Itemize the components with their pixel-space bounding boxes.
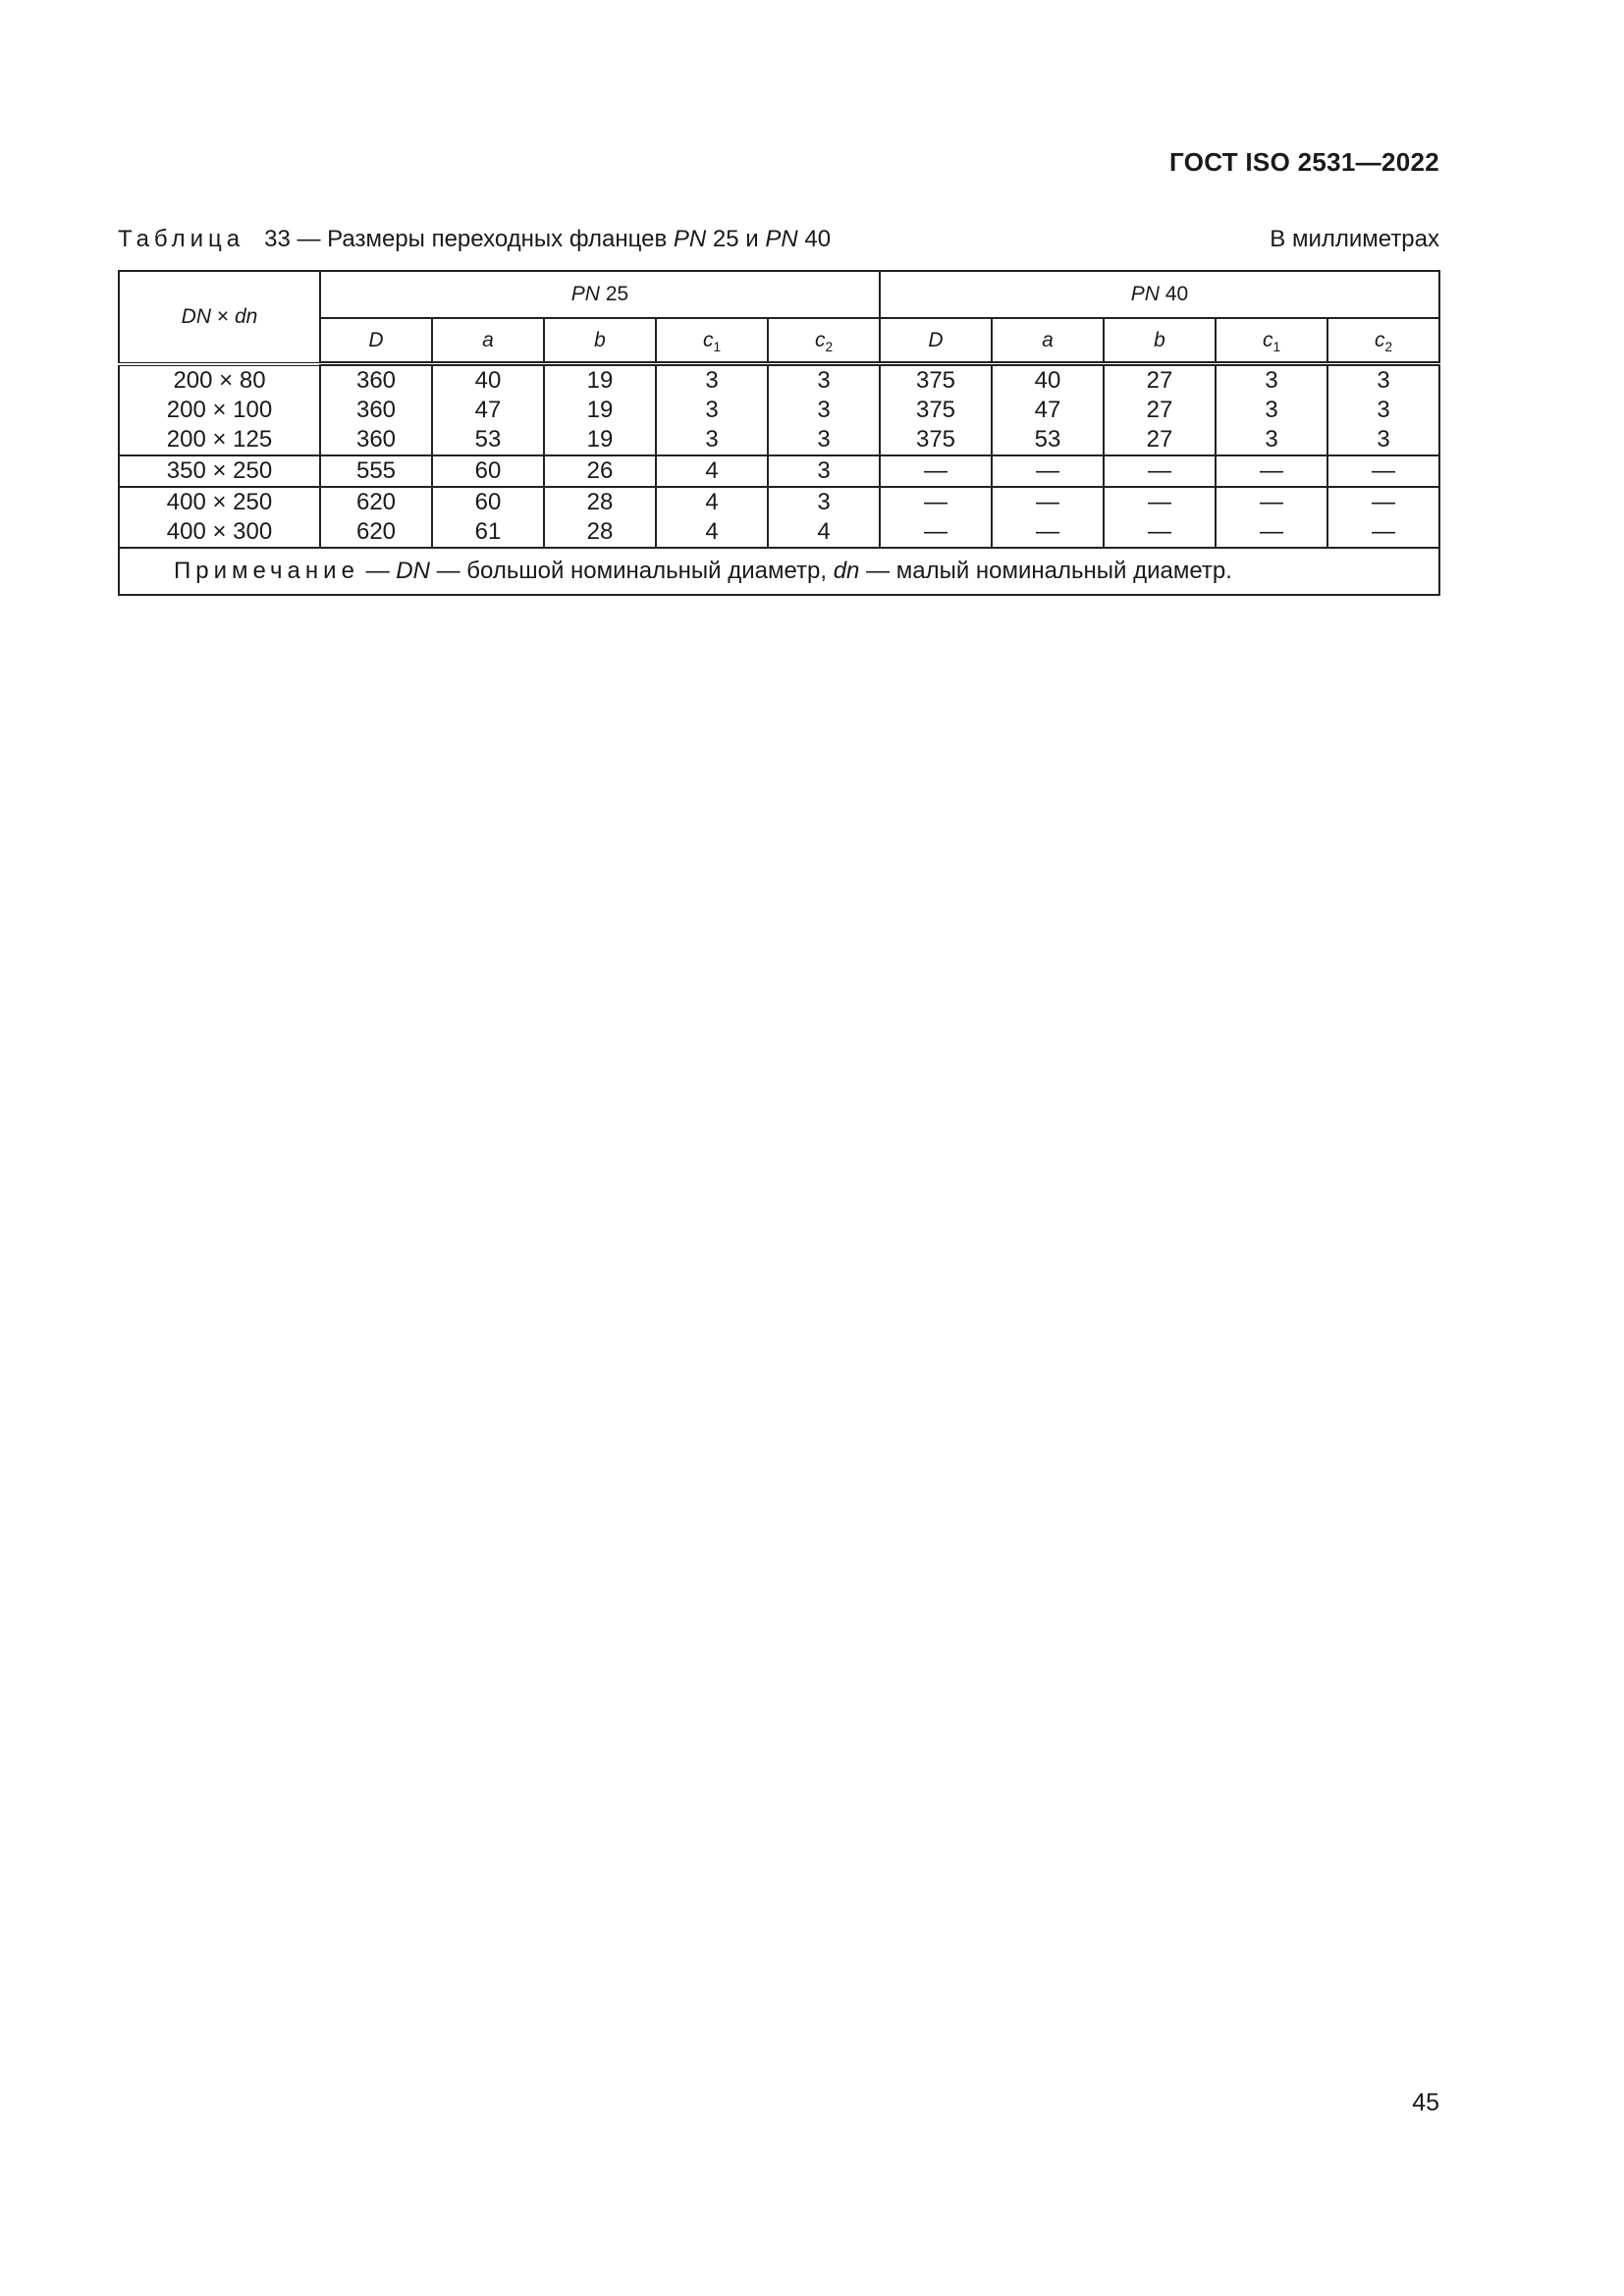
header-D: D (880, 318, 992, 364)
header-a: a (992, 318, 1104, 364)
caption-number: 33 (264, 226, 291, 252)
caption-text: — Размеры переходных фланцев (297, 226, 674, 252)
header-D: D (320, 318, 432, 364)
caption-and: и (745, 226, 759, 252)
size-cell: 200 × 80 200 × 100 200 × 125 (119, 364, 320, 456)
caption-pn25: 25 (712, 226, 739, 252)
header-pn25: PN 25 (320, 271, 880, 318)
header-c1: $c_1$ (656, 318, 768, 364)
table-row: 400 × 250 400 × 300 620 620 60 61 28 28 4 4 3 4 — — — — — — — — — — (119, 487, 1439, 548)
standard-header: ГОСТ ISO 2531—2022 (1169, 147, 1439, 177)
caption-pn-label: PN (673, 226, 707, 252)
table-row: 200 × 80 200 × 100 200 × 125 360 360 360 40 47 53 19 19 19 3 3 3 3 3 3 375 375 375 40 47 53 27 27 27 3 3 3 3 3 3 (119, 364, 1439, 456)
note-word: Примечание (174, 558, 359, 584)
header-pn40: PN 40 (880, 271, 1439, 318)
header-dn-dn: DN × dn (119, 271, 320, 364)
header-c2: $c_2$ (1327, 318, 1439, 364)
units-label: В миллиметрах (1270, 226, 1439, 252)
flange-dimensions-table (118, 270, 1440, 596)
header-c1: $c_1$ (1216, 318, 1327, 364)
page-number: 45 (1412, 2089, 1439, 2116)
header-a: a (432, 318, 544, 364)
header-b: b (1104, 318, 1216, 364)
table-caption-row (118, 226, 1439, 253)
caption-pn40: 40 (804, 226, 832, 252)
table-note: Примечание — DN — большой номинальный диаметр, dn — малый номинальный диаметр. (119, 548, 1439, 595)
table-row: 350 × 250 555 60 26 4 3 — — — — — (119, 455, 1439, 487)
caption-word: Таблица (118, 226, 245, 252)
caption-pn-label-2: PN (765, 226, 798, 252)
size-cell: 350 × 250 (119, 455, 320, 487)
header-c2: $c_2$ (768, 318, 880, 364)
table-caption (118, 226, 831, 253)
header-b: b (544, 318, 656, 364)
size-cell: 400 × 250 400 × 300 (119, 487, 320, 548)
